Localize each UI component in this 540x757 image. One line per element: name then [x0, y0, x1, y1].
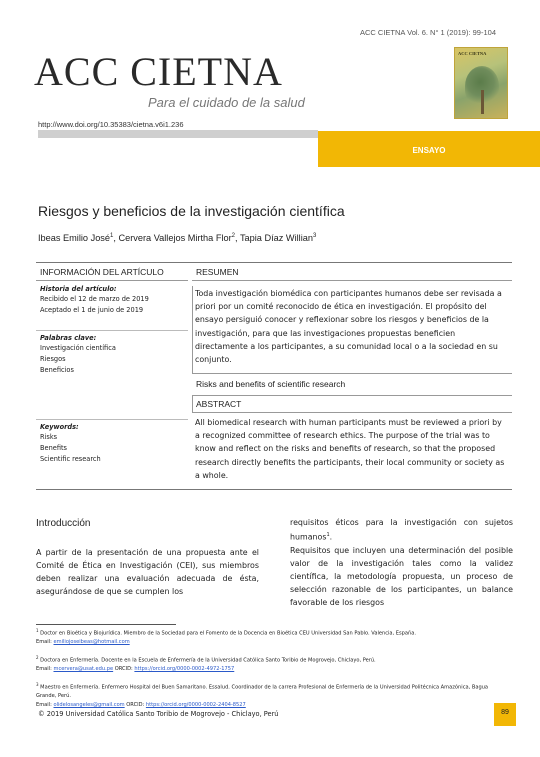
footnote-rule [36, 624, 176, 625]
received-date: Recibido el 12 de marzo de 2019 [40, 295, 149, 303]
footnote-3 [36, 681, 502, 709]
copyright-footer: © 2019 Universidad Católica Santo Toribio de Mogrovejo - Chiclayo, Perú [38, 710, 279, 718]
doi-link[interactable]: http://www.doi.org/10.35383/cietna.v6i1.236 [38, 120, 184, 129]
accepted-date: Aceptado el 1 de junio de 2019 [40, 306, 144, 314]
info-heading: INFORMACIÓN DEL ARTÍCULO [40, 267, 164, 277]
author-separator: , [235, 233, 240, 244]
page-number: 89 [501, 709, 509, 716]
footnote-text: Maestro en Enfermería. Enfermero Hospital del Buen Samaritano. Essalud. Coordinador de la carrera Profesional de Enfermería de la Universidad Politécnica Amazónica, Bagua Grande, Perú. [36, 684, 489, 700]
journal-logo-title: ACC CIETNA [34, 49, 283, 94]
footnote-email-label: Email: [36, 701, 52, 708]
footnote-orcid-label: ORCID: [114, 666, 133, 673]
resumen-left-rule [192, 286, 193, 373]
footnote-number: 1 [36, 628, 39, 633]
article-title: Riesgos y beneficios de la investigación científica [38, 203, 345, 219]
header-gray-band [38, 130, 318, 138]
keywords-en-label: Keywords: [40, 423, 79, 431]
keywords-es-label: Palabras clave: [40, 334, 97, 342]
intro-right-paragraph-2: Requisitos que incluyen una determinación del posible valor de la investigación tales como la validez científica, la metodología propuesta, un proceso de selección razonable de los participantes, un balance favorable de los riesgos [290, 545, 513, 608]
abstract-heading: ABSTRACT [196, 399, 242, 409]
table-top-rule [36, 262, 512, 263]
resumen-text: Toda investigación biomédica con participantes humanos debe ser revisada a priori por un comité reconocido de ética en investigación. El propósito del ensayo persiguió conocer y reflexionar sobre los riesgos y beneficios de la investigación, para que las investigaciones propuestas beneficien directamente a los participantes, a su comunidad local o a la sociedad en su conjunto. [195, 289, 502, 365]
footnote-orcid-label: ORCID: [126, 701, 145, 708]
footnote-email-label: Email: [36, 666, 52, 673]
citation-ref: 1 [326, 532, 330, 539]
footnote-text: Doctor en Bioética y Biojurídica. Miembro de la Sociedad para el Fomento de la Docencia en Bioética CEU Universidad San Pablo. Valencia, España. [40, 630, 416, 637]
resumen-bottom-rule [192, 373, 512, 374]
author-affiliation-ref: 3 [312, 233, 317, 239]
keyword-en: Risks [40, 433, 58, 441]
email-link[interactable]: emiliojoseibeas@hotmail.com [53, 639, 130, 646]
info-heading-rule [36, 280, 188, 281]
history-label: Historia del artículo: [40, 285, 117, 293]
resumen-heading: RESUMEN [196, 267, 239, 277]
author-name: Tapia Díaz Willian [239, 233, 313, 244]
section-label: ENSAYO [412, 146, 446, 155]
author-separator: , [113, 233, 119, 244]
footnote-number: 3 [36, 682, 39, 687]
intro-right-text-1: requisitos éticos para la investigación con sujetos humanos [290, 518, 513, 542]
keyword-en: Scientific research [40, 455, 101, 463]
abstract-text: All biomedical research with human participants must be reviewed a priori by a recognized committee of research ethics. The purpose of the trial was to know and reflect on the risks and benefits of research, so that the proposed research directly benefits the participants, their local community or society as a whole. [195, 418, 505, 480]
journal-cover-image [454, 47, 508, 119]
footnote-email-label: Email: [36, 639, 52, 646]
keyword-es: Beneficios [40, 366, 74, 374]
keyword-es: Investigación científica [40, 344, 116, 352]
author-list [38, 233, 316, 243]
keywords-divider [36, 419, 188, 420]
table-bottom-rule [36, 489, 512, 490]
author-affiliation-ref: 2 [231, 233, 235, 239]
cover-title: ACC CIETNA [458, 51, 487, 56]
footnote-1 [36, 627, 502, 647]
abstract-heading-rule [192, 412, 512, 413]
email-link[interactable]: mcervera@usat.edu.pe [53, 666, 114, 673]
author-name: Cervera Vallejos Mirtha Flor [118, 233, 232, 244]
journal-logo-subtitle: Para el cuidado de la salud [148, 95, 305, 110]
abstract-left-rule [192, 395, 193, 412]
footnote-number: 2 [36, 655, 39, 660]
cover-tree-trunk [481, 90, 484, 114]
intro-right-column [290, 516, 513, 609]
history-divider [36, 330, 188, 331]
resumen-heading-rule [192, 280, 512, 281]
footnote-2 [36, 654, 502, 674]
section-band [318, 131, 540, 167]
orcid-link[interactable]: https://orcid.org/0000-0002-2404-8527 [145, 701, 246, 708]
orcid-link[interactable]: https://orcid.org/0000-0002-4972-1757 [134, 666, 235, 673]
intro-right-paragraph-1: requisitos éticos para la investigación con sujetos humanos$^1$. [290, 518, 513, 542]
email-link[interactable]: olidelosangeles@gmail.com [53, 701, 125, 708]
journal-reference: ACC CIETNA Vol. 6. N° 1 (2019): 99-104 [360, 28, 496, 37]
intro-left-paragraph: A partir de la presentación de una propuesta ante el Comité de Ética en Investigación (CEI), sus miembros deben realizar una evaluación adecuada de ésta, asegurándose de que se cumplen los [36, 548, 259, 597]
page-number-box [494, 703, 516, 726]
introduction-heading: Introducción [36, 518, 91, 529]
intro-left-column [36, 546, 259, 598]
keyword-en: Benefits [40, 444, 67, 452]
keyword-es: Riesgos [40, 355, 66, 363]
footnote-text: Doctora en Enfermería. Docente en la Escuela de Enfermería de la Universidad Católica Santo Toribio de Mogrovejo, Chiclayo, Perú. [40, 657, 376, 664]
english-title: Risks and benefits of scientific research [196, 379, 346, 389]
author-name: Ibeas Emilio José [38, 233, 111, 244]
author-affiliation-ref: 1 [110, 233, 114, 239]
english-title-rule [192, 395, 512, 396]
